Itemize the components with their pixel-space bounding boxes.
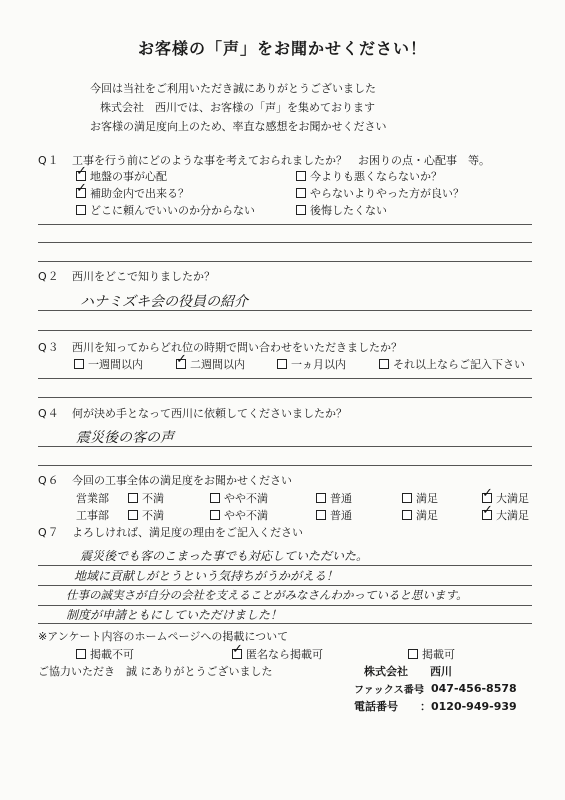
option-label: 大満足 <box>496 492 529 505</box>
checkbox[interactable] <box>76 171 86 181</box>
checkbox[interactable] <box>296 171 306 181</box>
checkbox[interactable] <box>176 359 186 369</box>
q1-option-2[interactable] <box>296 168 442 184</box>
q7-answer-line-1-text[interactable]: 震災後でも客のこまった事でも対応していただいた。 <box>80 549 369 563</box>
intro-line-1: 今回は当社をご利用いただき誠にありがとうございました <box>90 82 376 95</box>
checkbox[interactable] <box>128 510 138 520</box>
option-label: 不満 <box>142 492 164 505</box>
q6-row-sales-label: 営業部 <box>76 492 109 505</box>
q6-construction-option-2[interactable] <box>210 507 268 523</box>
option-label: 掲載可 <box>422 648 455 661</box>
option-label: 満足 <box>416 509 438 522</box>
option-label: 匿名なら掲載可 <box>246 648 323 661</box>
q1-answer-line-3 <box>38 261 532 262</box>
q3-option-1[interactable] <box>74 356 143 372</box>
q7-answer-line-4-text[interactable]: 制度が申請ともにしていただけました！ <box>66 608 283 622</box>
q7-answer-line-2-text[interactable]: 地域に貢献しがとうという気持ちがうかがえる！ <box>74 569 339 583</box>
q2-answer[interactable]: ハナミズキ会の役員の紹介 <box>80 294 248 310</box>
q6-sales-option-1[interactable] <box>128 490 164 506</box>
q6-row-construction-label: 工事部 <box>76 509 109 522</box>
hp-option-anonymous[interactable] <box>232 646 323 662</box>
q6-text: 今回の工事全体の満足度をお聞かせください <box>72 474 292 487</box>
q6-construction-option-1[interactable] <box>128 507 164 523</box>
q1-text: 工事を行う前にどのような事を考えておられましたか？ お困りの点・心配事 等。 <box>72 154 490 167</box>
q4-answer-line-2 <box>38 465 532 466</box>
q7-text: よろしければ、満足度の理由をご記入ください <box>72 526 303 539</box>
fax-number: ：047-456-8578 <box>420 682 517 695</box>
option-label: 普通 <box>330 509 352 522</box>
option-label: 後悔したくない <box>310 204 387 217</box>
checkbox[interactable] <box>296 205 306 215</box>
checkbox[interactable] <box>316 510 326 520</box>
tel-label: 電話番号 <box>354 700 398 713</box>
q3-answer-line-1 <box>38 378 532 379</box>
checkbox[interactable] <box>296 188 306 198</box>
intro-line-2: 株式会社 西川では、お客様の「声」を集めております <box>100 101 375 114</box>
q6-number: Q６ <box>38 474 60 487</box>
q6-sales-option-2[interactable] <box>210 490 268 506</box>
checkbox[interactable] <box>232 649 242 659</box>
option-label: 掲載不可 <box>90 648 134 661</box>
q4-answer[interactable]: 震災後の客の声 <box>76 430 174 446</box>
q2-answer-line-2 <box>38 330 532 331</box>
option-label: 二週間以内 <box>190 358 245 371</box>
checkbox[interactable] <box>128 493 138 503</box>
q7-answer-line-3-text[interactable]: 仕事の誠実さが自分の会社を支えることがみなさんわかっていると思います。 <box>66 588 468 602</box>
q6-sales-option-3[interactable] <box>316 490 352 506</box>
q2-text: 西川をどこで知りましたか？ <box>72 270 215 283</box>
q1-option-4[interactable] <box>296 185 464 201</box>
fax-label: ファックス番号 <box>354 685 424 696</box>
q1-option-3[interactable] <box>76 185 189 201</box>
checkbox[interactable] <box>76 188 86 198</box>
q7-answer-line-2 <box>38 585 532 586</box>
q4-text: 何が決め手となって西川に依頼してくださいましたか？ <box>72 407 347 420</box>
hp-option-no[interactable] <box>76 646 134 662</box>
q6-construction-option-3[interactable] <box>316 507 352 523</box>
option-label: 大満足 <box>496 509 529 522</box>
option-label: 満足 <box>416 492 438 505</box>
tel-number: ：0120-949-939 <box>420 700 517 713</box>
q2-answer-line-1 <box>38 310 532 311</box>
checkbox[interactable] <box>316 493 326 503</box>
q3-option-4[interactable] <box>379 356 525 372</box>
checkbox[interactable] <box>210 510 220 520</box>
q4-number: Q４ <box>38 407 60 420</box>
q3-answer-line-2 <box>38 397 532 398</box>
option-label: やや不満 <box>224 492 268 505</box>
q1-number: Q１ <box>38 154 60 167</box>
q4-answer-line-1 <box>38 446 532 447</box>
page-title: お客様の「声」をお聞かせください！ <box>137 39 427 58</box>
q3-number: Q３ <box>38 341 60 354</box>
checkbox[interactable] <box>408 649 418 659</box>
checkbox[interactable] <box>482 493 492 503</box>
option-label: どこに頼んでいいのか分からない <box>90 204 255 217</box>
checkbox[interactable] <box>210 493 220 503</box>
hp-consent-text: ※アンケート内容のホームページへの掲載について <box>38 630 289 643</box>
option-label: やや不満 <box>224 509 268 522</box>
option-label: 一ヵ月以内 <box>291 358 346 371</box>
q7-number: Q７ <box>38 526 60 539</box>
checkbox[interactable] <box>76 205 86 215</box>
hp-option-yes[interactable] <box>408 646 455 662</box>
checkbox[interactable] <box>379 359 389 369</box>
checkbox[interactable] <box>402 510 412 520</box>
checkbox[interactable] <box>402 493 412 503</box>
option-label: それ以上ならご記入下さい <box>393 358 525 371</box>
intro-line-3: お客様の満足度向上のため、率直な感想をお聞かせください <box>90 120 387 133</box>
q1-option-1[interactable] <box>76 168 167 184</box>
q7-answer-line-4 <box>38 623 532 624</box>
thanks-text: ご協力いただき 誠 にありがとうございました <box>38 665 273 678</box>
option-label: 補助金内で出来る？ <box>90 187 189 200</box>
q7-answer-line-1 <box>38 565 532 566</box>
q1-option-5[interactable] <box>76 202 255 218</box>
q1-answer-line-2 <box>38 242 532 243</box>
q6-construction-option-5[interactable] <box>482 507 529 523</box>
q3-option-2[interactable] <box>176 356 245 372</box>
option-label: 一週間以内 <box>88 358 143 371</box>
option-label: 普通 <box>330 492 352 505</box>
option-label: 不満 <box>142 509 164 522</box>
q3-text: 西川を知ってからどれ位の時期で問い合わせをいただきましたか？ <box>72 341 402 354</box>
q6-sales-option-4[interactable] <box>402 490 438 506</box>
q6-construction-option-4[interactable] <box>402 507 438 523</box>
checkbox[interactable] <box>76 649 86 659</box>
company-name: 株式会社 西川 <box>364 665 452 678</box>
option-label: 地盤の事が心配 <box>90 170 167 183</box>
q3-option-3[interactable] <box>277 356 346 372</box>
checkbox[interactable] <box>74 359 84 369</box>
q1-answer-line-1 <box>38 224 532 225</box>
option-label: 今よりも悪くならないか？ <box>310 170 442 183</box>
q2-number: Q２ <box>38 270 60 283</box>
option-label: やらないよりやった方が良い？ <box>310 187 464 200</box>
checkbox[interactable] <box>277 359 287 369</box>
q1-option-6[interactable] <box>296 202 387 218</box>
checkbox[interactable] <box>482 510 492 520</box>
